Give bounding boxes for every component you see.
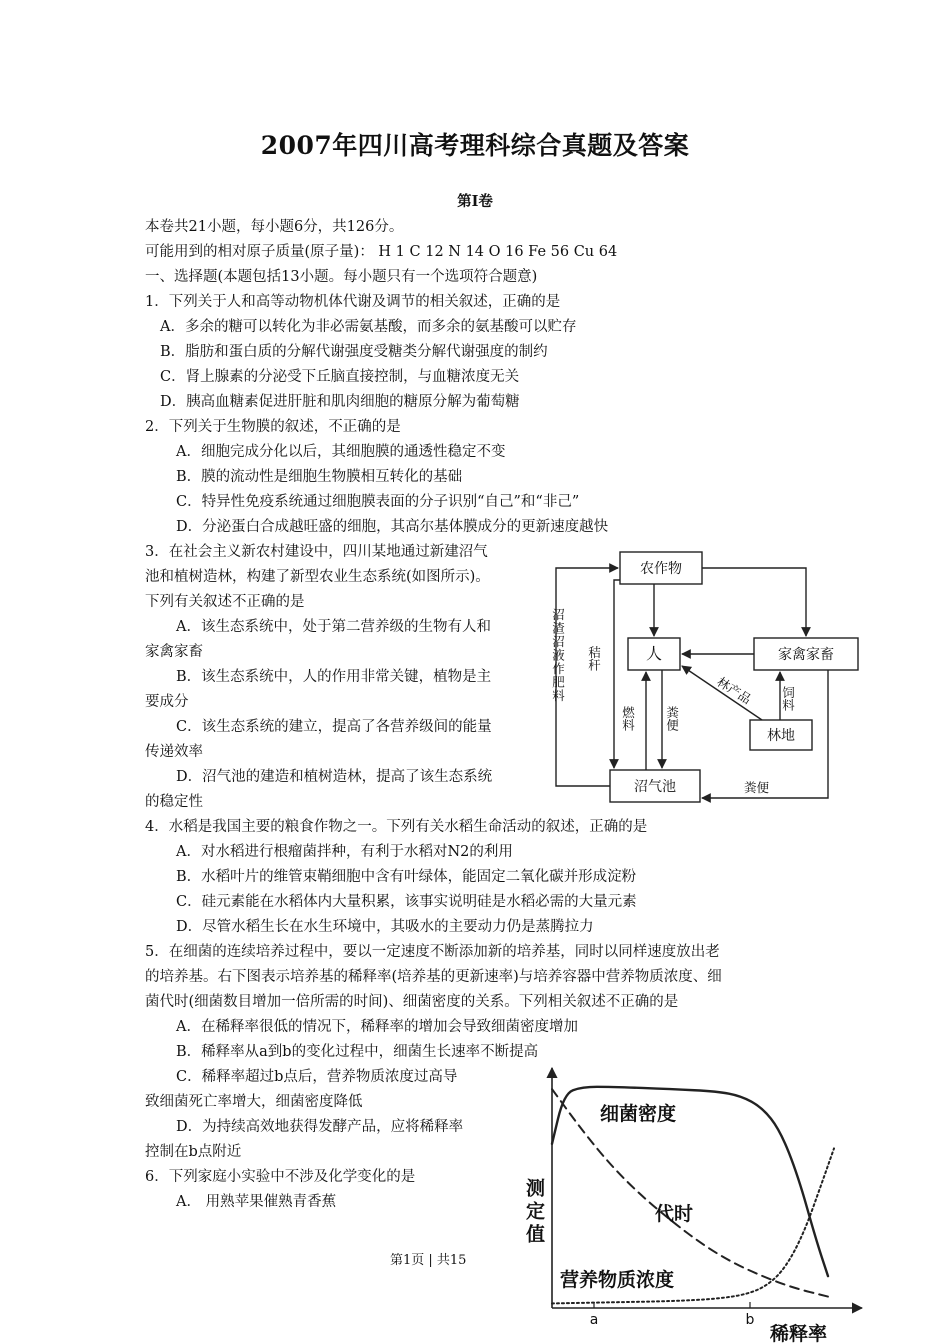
question-2-option: D．分泌蛋白合成越旺盛的细胞，其高尔基体膜成分的更新速度越快 [176, 519, 609, 535]
intro-line: 一、选择题(本题包括13小题。每小题只有一个选项符合题意) [145, 269, 538, 285]
node-biogas: 沼气池 [634, 779, 676, 795]
arrow-crop-livestock [702, 568, 806, 636]
x-tick-label: b [745, 1312, 755, 1328]
question-1-option: B．脂肪和蛋白质的分解代谢强度受糖类分解代谢强度的制约 [160, 344, 548, 360]
question-5-line: D．为持续高效地获得发酵产品，应将稀释率 [176, 1119, 464, 1135]
question-6-stem: 6．下列家庭小实验中不涉及化学变化的是 [145, 1169, 416, 1185]
page-title: 2007年四川高考理科综合真题及答案 [260, 131, 690, 160]
label-manure-2: 粪便 [744, 780, 770, 795]
question-2-option: A．细胞完成分化以后，其细胞膜的通透性稳定不变 [176, 444, 506, 460]
node-livestock: 家禽家畜 [778, 647, 834, 663]
label-fuel: 燃料 [620, 706, 636, 731]
question-5-line: 致细菌死亡率增大，细菌密度降低 [145, 1094, 363, 1110]
intro-line: 可能用到的相对原子质量(原子量)： H 1 C 12 N 14 O 16 Fe 56 Cu 64 [145, 244, 618, 260]
series-label: 代时 [655, 1203, 694, 1225]
question-3-line: A．该生态系统中，处于第二营养级的生物有人和 [176, 619, 491, 635]
question-5-line: 5．在细菌的连续培养过程中，要以一定速度不断添加新的培养基，同时以同样速度放出老 [145, 944, 720, 960]
dilution-rate-chart [520, 1058, 865, 1344]
label-products: 林产品 [714, 673, 754, 707]
ecosystem-diagram [548, 542, 868, 810]
label-manure-1: 粪便 [664, 706, 680, 731]
question-4-option: C．硅元素能在水稻体内大量积累，该事实说明硅是水稻必需的大量元素 [176, 894, 637, 910]
question-2-option: C．特异性免疫系统通过细胞膜表面的分子识别“自己”和“非己” [176, 494, 580, 510]
label-slurry: 沼渣沼液作肥料 [550, 608, 566, 703]
node-crop: 农作物 [640, 561, 682, 577]
question-3-line: 传递效率 [145, 744, 203, 760]
question-1-stem: 1．下列关于人和高等动物机体代谢及调节的相关叙述，正确的是 [145, 294, 561, 310]
question-3-line: D．沼气池的建造和植树造林，提高了该生态系统 [176, 769, 493, 785]
question-5-line: 控制在b点附近 [145, 1144, 242, 1160]
question-2-stem: 2．下列关于生物膜的叙述，不正确的是 [145, 419, 401, 435]
x-axis-label: 稀释率 [770, 1323, 828, 1344]
question-4-option: D．尽管水稻生长在水生环境中，其吸水的主要动力仍是蒸腾拉力 [176, 919, 594, 935]
question-5-line: C．稀释率超过b点后，营养物质浓度过高导 [176, 1069, 458, 1085]
node-human: 人 [645, 644, 663, 663]
question-3-line: 池和植树造林，构建了新型农业生态系统(如图所示)。 [145, 569, 490, 585]
section-heading: 第Ⅰ卷 [457, 193, 493, 210]
series-label: 细菌密度 [600, 1103, 677, 1125]
question-1-option: A．多余的糖可以转化为非必需氨基酸，而多余的氨基酸可以贮存 [160, 319, 577, 335]
label-straw: 秸秆 [586, 646, 602, 671]
node-forest: 林地 [767, 728, 795, 744]
question-4-option: B．水稻叶片的维管束鞘细胞中含有叶绿体，能固定二氧化碳并形成淀粉 [176, 869, 637, 885]
y-axis-label: 测定值 [523, 1178, 545, 1247]
series-label: 营养物质浓度 [560, 1269, 675, 1291]
intro-line: 本卷共21小题，每小题6分，共126分。 [145, 219, 404, 235]
question-1-option: C．肾上腺素的分泌受下丘脑直接控制，与血糖浓度无关 [160, 369, 520, 385]
question-3-line: 3．在社会主义新农村建设中，四川某地通过新建沼气 [145, 544, 488, 560]
question-2-option: B．膜的流动性是细胞生物膜相互转化的基础 [176, 469, 463, 485]
question-5-line: 的培养基。右下图表示培养基的稀释率(培养基的更新速率)与培养容器中营养物质浓度、细 [145, 969, 722, 985]
question-5-line: A．在稀释率很低的情况下，稀释率的增加会导致细菌密度增加 [176, 1019, 578, 1035]
question-3-line: 要成分 [145, 694, 189, 710]
x-tick-label: a [589, 1312, 599, 1328]
question-4-stem: 4．水稻是我国主要的粮食作物之一。下列有关水稻生命活动的叙述，正确的是 [145, 819, 648, 835]
label-feed: 饲料 [780, 686, 796, 711]
question-6-option: A． 用熟苹果催熟青香蕉 [176, 1194, 337, 1210]
question-3-line: 的稳定性 [145, 794, 203, 810]
question-1-option: D．胰高血糖素促进肝脏和肌肉细胞的糖原分解为葡萄糖 [160, 394, 520, 410]
question-3-line: C．该生态系统的建立，提高了各营养级间的能量 [176, 719, 492, 735]
question-3-line: 下列有关叙述不正确的是 [145, 594, 305, 610]
question-3-line: B．该生态系统中，人的作用非常关键，植物是主 [176, 669, 492, 685]
question-5-line: B．稀释率从a到b的变化过程中，细菌生长速率不断提高 [176, 1044, 539, 1060]
arrow-straw-biogas [614, 580, 620, 768]
series-line-0 [552, 1087, 828, 1276]
question-5-line: 菌代时(细菌数目增加一倍所需的时间)、细菌密度的关系。下列相关叙述不正确的是 [145, 994, 679, 1010]
question-4-option: A．对水稻进行根瘤菌拌种，有利于水稻对N2的利用 [176, 844, 513, 860]
question-3-line: 家禽家畜 [145, 644, 203, 660]
page-footer: 第1页 | 共15 [390, 1253, 467, 1268]
